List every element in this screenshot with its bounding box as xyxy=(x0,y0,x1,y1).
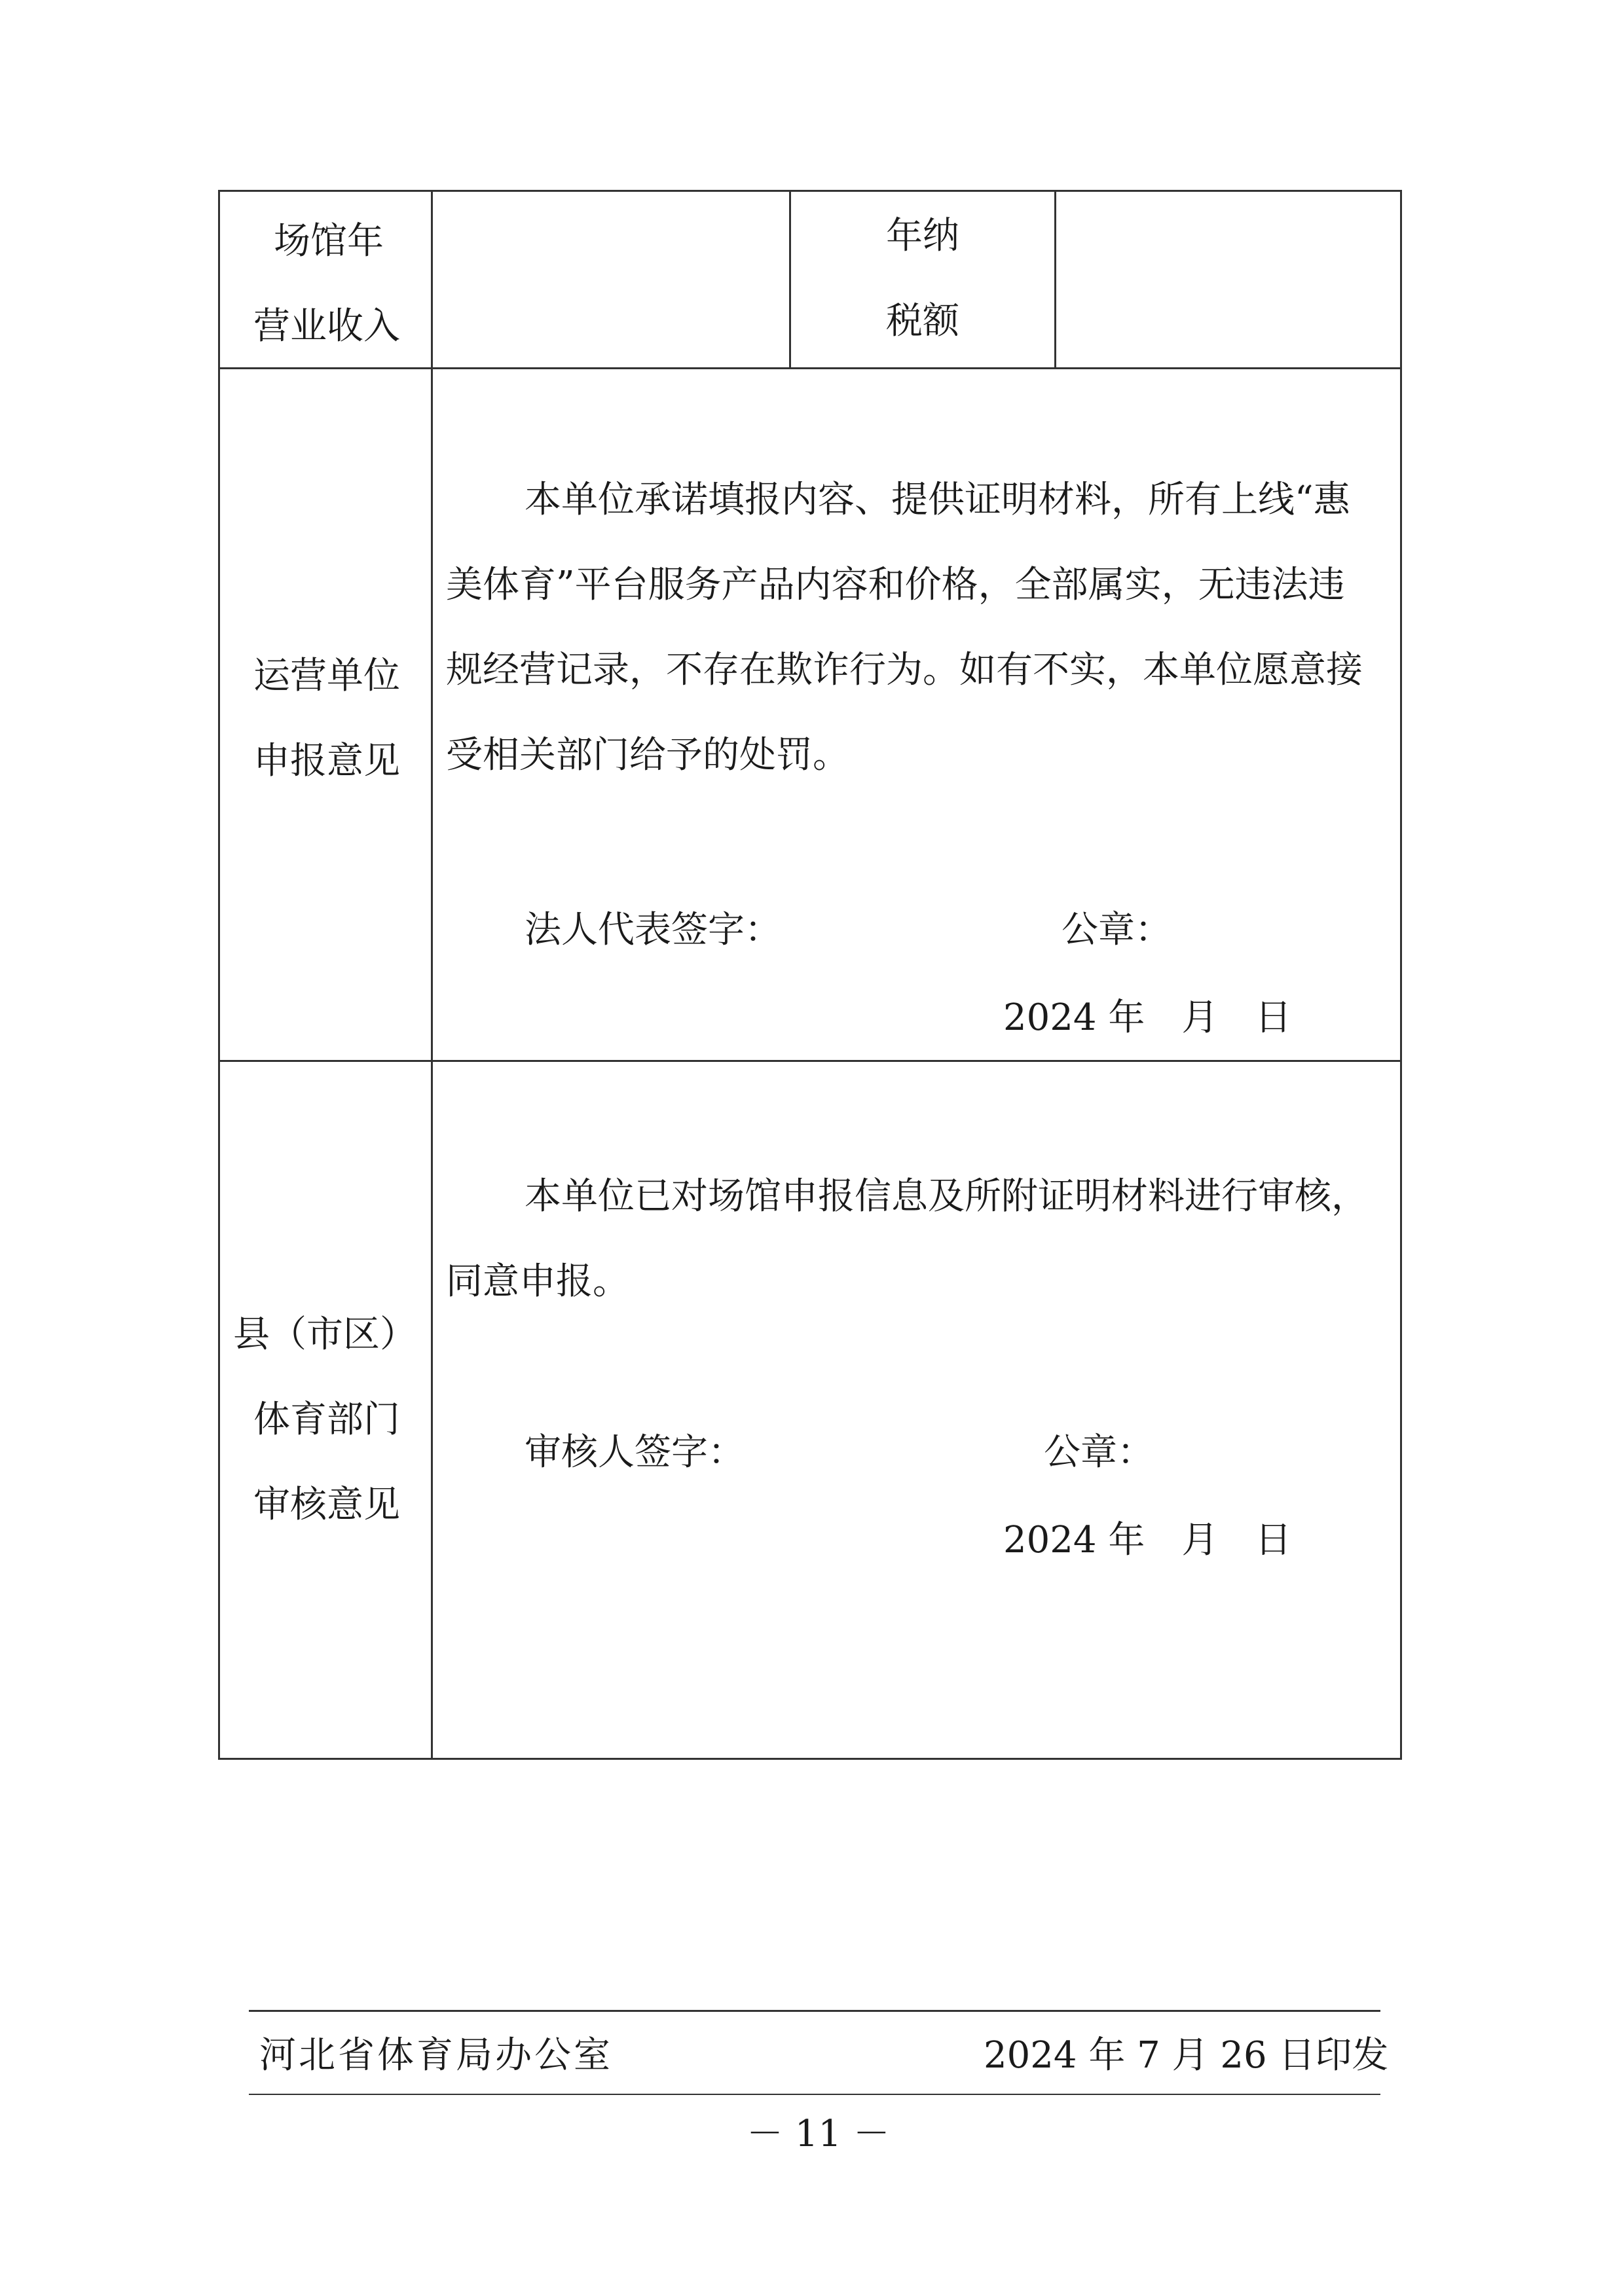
revenue-label-line2: 营业收入 xyxy=(253,305,400,348)
county-review-label-line2: 体育部门 xyxy=(253,1398,400,1441)
operator-commitment-line3: 规经营记录，不存在欺诈行为。如有不实，本单位愿意接 xyxy=(446,649,1363,691)
column-divider-left xyxy=(431,192,433,1758)
county-review-label-line3: 审核意见 xyxy=(253,1484,400,1526)
tax-value-cell[interactable] xyxy=(1058,192,1399,365)
operator-opinion-label-line1: 运营单位 xyxy=(253,655,400,697)
operator-date: 2024 年 月 日 xyxy=(1003,996,1292,1039)
column-divider-mid xyxy=(789,192,791,367)
row-divider-1 xyxy=(220,367,1400,369)
operator-opinion-label-line2: 申报意见 xyxy=(253,740,400,782)
tax-label-line1: 年纳 xyxy=(886,215,959,257)
county-review-line2: 同意申报。 xyxy=(446,1260,629,1303)
issuer-name: 河北省体育局办公室 xyxy=(259,2034,613,2077)
legal-rep-signature-label: 法人代表签字： xyxy=(525,909,781,951)
issue-date: 2024 年 7 月 26 日印发 xyxy=(984,2034,1389,2077)
operator-seal-label: 公章： xyxy=(1061,909,1172,951)
reviewer-signature-label: 审核人签字： xyxy=(525,1431,745,1474)
operator-commitment-line1: 本单位承诺填报内容、提供证明材料，所有上线“惠 xyxy=(525,479,1350,521)
county-date: 2024 年 月 日 xyxy=(1003,1519,1292,1561)
footer-top-rule xyxy=(249,2010,1380,2012)
application-form-table xyxy=(218,190,1402,1760)
revenue-label-line1: 场馆年 xyxy=(274,220,384,263)
county-seal-label: 公章： xyxy=(1044,1431,1154,1474)
operator-commitment-line2: 美体育”平台服务产品内容和价格，全部属实，无违法违 xyxy=(446,564,1345,606)
operator-commitment-line4: 受相关部门给予的处罚。 xyxy=(446,734,849,776)
county-review-label-line1: 县（市区） xyxy=(233,1313,416,1356)
page-number: － 11 － xyxy=(747,2113,890,2155)
column-divider-right xyxy=(1054,192,1056,367)
footer-bottom-rule xyxy=(249,2094,1380,2095)
county-review-line1: 本单位已对场馆申报信息及所附证明材料进行审核， xyxy=(525,1175,1368,1218)
tax-label-line2: 税额 xyxy=(886,300,959,342)
revenue-value-cell[interactable] xyxy=(436,192,787,365)
row-divider-2 xyxy=(220,1060,1400,1062)
